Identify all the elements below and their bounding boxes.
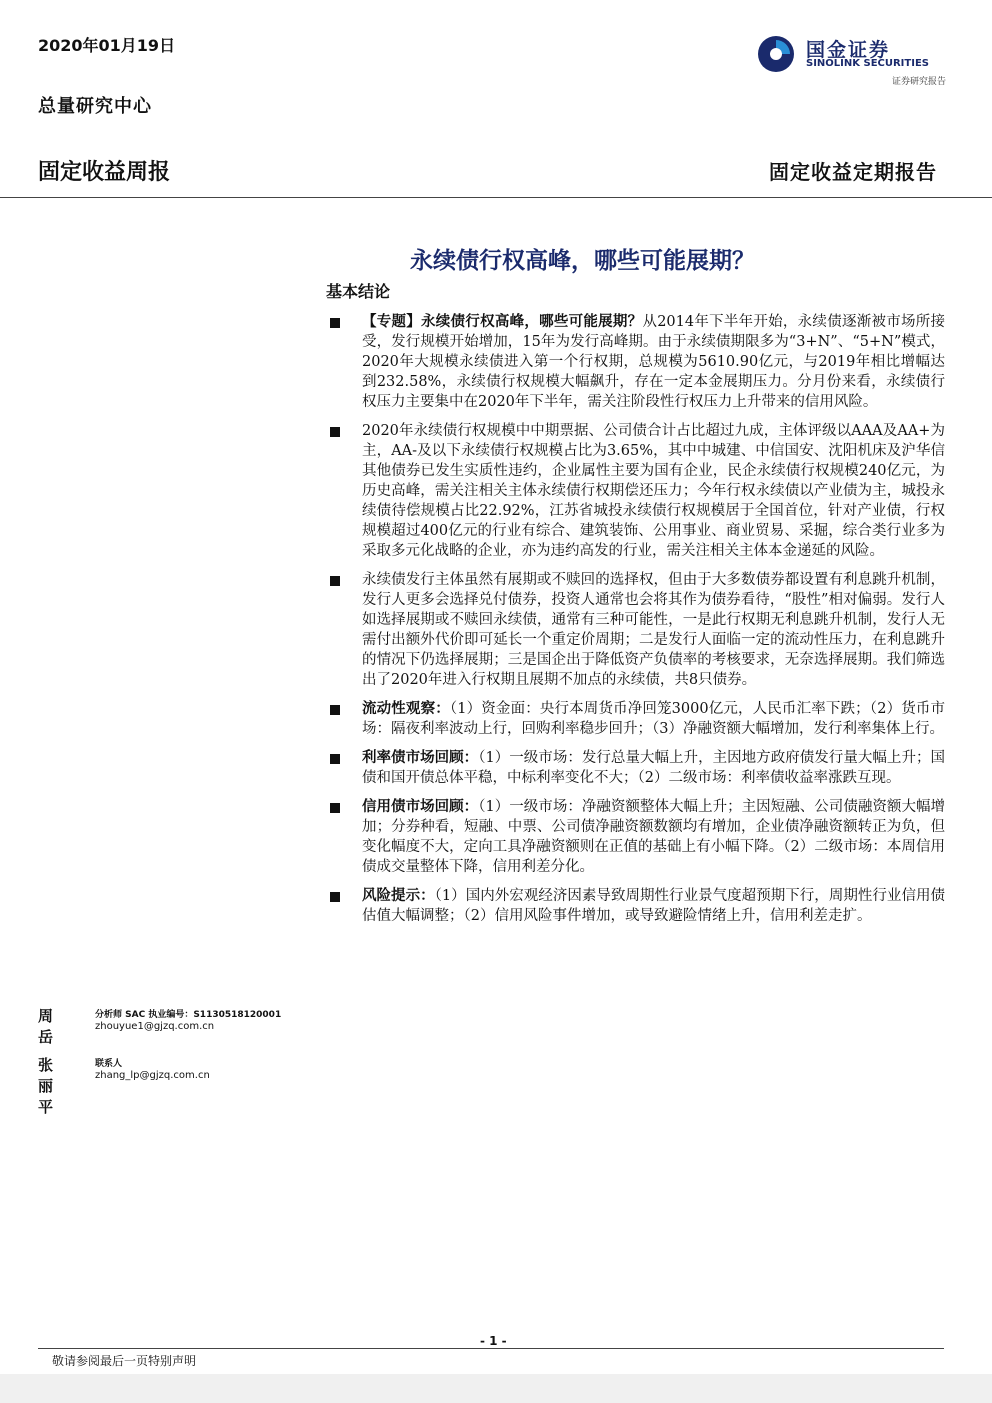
conclusion-item [330, 570, 945, 690]
bullet-text: 从2014年下半年开始，永续债逐渐被市场所接受，发行规模开始增加，15年为发行高峰期。由于永续债期限多为“3+N”、“5+N”模式，2020年大规模永续债进入第一个行权期，总规模为5610.90亿元，与2019年相比增幅达到232.58%，永续债行权规模大幅飙升，存在一定本金展期压力。分月份来看，永续债行权压力主要集中在2020年下半年，需关注阶段性行权压力上升带来的信用风险。 [362, 314, 946, 410]
document-type: 固定收益周报 [38, 160, 171, 185]
conclusion-item [330, 797, 945, 877]
conclusion-item [330, 699, 945, 739]
bullet-square-icon [330, 892, 340, 902]
logo-name-cn: 国金证券 [806, 39, 891, 61]
conclusion-item [330, 421, 945, 561]
page-number: - 1 - [480, 1334, 507, 1348]
conclusion-item [330, 312, 945, 412]
author-role: 分析师 SAC 执业编号：S1130518120001 [95, 1010, 282, 1020]
footer-divider [38, 1348, 944, 1349]
logo-name-en: SINOLINK SECURITIES [806, 58, 929, 69]
bullet-lead: 风险提示： [362, 887, 435, 904]
author-email[interactable]: zhang_lp@gjzq.com.cn [95, 1070, 210, 1081]
bullet-text: 永续债发行主体虽然有展期或不赎回的选择权，但由于大多数债券都设置有利息跳升机制，发行人更多会选择兑付债券，投资人通常也会将其作为债券看待，“股性”相对偏弱。发行人如选择展期或不赎回永续债，通常有三种可能性，一是此行权期无利息跳升机制，发行人无需付出额外代价即可延长一个重定价周期；二是发行人面临一定的流动性压力，在利息跳升的情况下仍选择展期；三是国企出于降低资产负债率的考核要求，无奈选择展期。我们筛选出了2020年进入行权期且展期不加点的永续债，共8只债券。 [362, 572, 945, 688]
bullet-text: （1）一级市场：净融资额整体大幅上升；主因短融、公司债融资额大幅增加；分券种看，短融、中票、公司债净融资额数额均有增加，企业债净融资额转正为负，但变化幅度不大，定向工具净融资额则在正值的基础上有小幅下降。（2）二级市场：本周信用债成交量整体下降，信用利差分化。 [362, 799, 945, 875]
department-label: 总量研究中心 [38, 96, 152, 117]
author-name: 张丽平 [38, 1056, 54, 1116]
bullet-square-icon [330, 576, 340, 586]
bullet-square-icon [330, 705, 340, 715]
section-heading: 基本结论 [326, 282, 391, 301]
bullet-square-icon [330, 803, 340, 813]
bullet-square-icon [330, 754, 340, 764]
logo-subtitle: 证券研究报告 [891, 77, 946, 87]
report-type: 固定收益定期报告 [769, 160, 937, 184]
bullet-lead: 【专题】永续债行权高峰，哪些可能展期？ [362, 313, 643, 330]
header-divider [0, 197, 992, 198]
author-role: 联系人 [95, 1059, 123, 1069]
bullet-text: （1）资金面：央行本周货币净回笼3000亿元，人民币汇率下跌；（2）货币市场：隔夜利率波动上行，回购利率稳步回升；（3）净融资额大幅增加，发行利率集体上行。 [362, 701, 945, 737]
report-title: 永续债行权高峰，哪些可能展期？ [410, 247, 755, 274]
bullet-text: （1）一级市场：发行总量大幅上升，主因地方政府债发行量大幅上升；国债和国开债总体平稳，中标利率变化不大；（2）二级市场：利率债收益率涨跌互现。 [362, 750, 945, 786]
bullet-square-icon [330, 318, 340, 328]
logo-emblem-icon [756, 34, 796, 74]
bullet-text: （1）国内外宏观经济因素导致周期性行业景气度超预期下行，周期性行业信用债估值大幅调整；（2）信用风险事件增加，或导致避险情绪上升，信用利差走扩。 [362, 888, 946, 924]
author-email[interactable]: zhouyue1@gjzq.com.cn [95, 1021, 215, 1032]
bullet-square-icon [330, 427, 340, 437]
conclusion-item [330, 748, 945, 788]
bullet-lead: 信用债市场回顾： [362, 798, 479, 815]
conclusion-list [330, 312, 945, 935]
bullet-lead: 流动性观察： [362, 700, 450, 717]
footer-disclaimer: 敬请参阅最后一页特别声明 [52, 1354, 197, 1368]
bullet-text: 2020年永续债行权规模中中期票据、公司债合计占比超过九成，主体评级以AAA及AA+为主，AA-及以下永续债行权规模占比为3.65%，其中中城建、中信国安、沈阳机床及沪华信其他债券已发生实质性违约，企业属性主要为国有企业，民企永续债行权规模240亿元，为历史高峰，需关注相关主体永续债行权期偿还压力；今年行权永续债以产业债为主，城投永续债待偿规模占比22.92%，江苏省城投永续债行权规模居于全国首位，针对产业债，行权规模超过400亿元的行业有综合、建筑装饰、公用事业、商业贸易、采掘，综合类行业多为采取多元化战略的企业，亦为违约高发的行业，需关注相关主体本金递延的风险。 [362, 423, 945, 559]
report-date: 2020年01月19日 [38, 36, 176, 55]
bullet-lead: 利率债市场回顾： [362, 749, 479, 766]
conclusion-item [330, 886, 945, 926]
footer-bar [0, 1374, 992, 1403]
company-logo [756, 32, 946, 92]
author-name: 周岳 [38, 1007, 54, 1046]
